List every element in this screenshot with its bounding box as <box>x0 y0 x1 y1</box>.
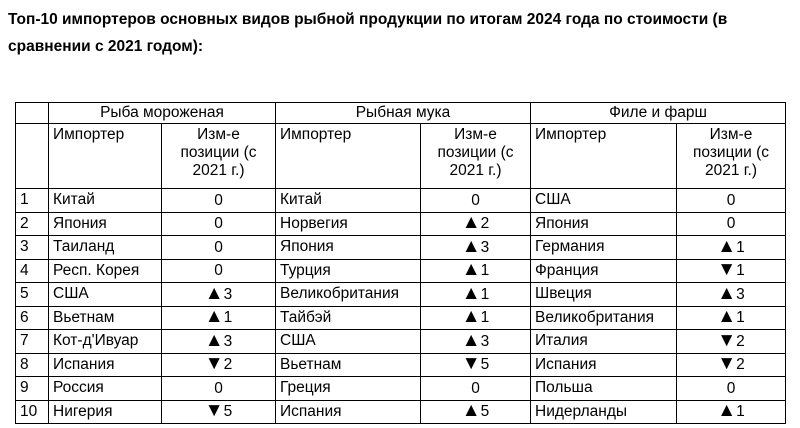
col-importer-header: Импортер <box>49 124 162 189</box>
table-row <box>16 189 786 213</box>
col-importer-header: Импортер <box>276 124 421 189</box>
importer-cell: Япония <box>531 212 677 236</box>
up-arrow-icon: ▲ <box>204 306 224 328</box>
importer-cell: Респ. Корея <box>49 259 162 283</box>
change-cell <box>677 353 786 377</box>
table-row <box>16 259 786 283</box>
down-arrow-icon: ▼ <box>717 353 737 375</box>
table-row <box>16 283 786 307</box>
rank-cell: 7 <box>16 330 49 354</box>
change-value: 1 <box>736 238 745 256</box>
importer-cell: США <box>276 330 421 354</box>
up-arrow-icon: ▲ <box>461 400 481 422</box>
change-cell <box>677 283 786 307</box>
column-header-row <box>16 124 786 189</box>
change-value: 0 <box>726 379 736 397</box>
change-cell <box>162 377 276 401</box>
change-value: 0 <box>726 215 736 233</box>
table-row <box>16 353 786 377</box>
change-cell <box>677 306 786 330</box>
up-arrow-icon: ▲ <box>204 329 224 351</box>
importer-cell: Великобритания <box>531 306 677 330</box>
rank-cell: 3 <box>16 236 49 260</box>
importer-cell: Турция <box>276 259 421 283</box>
down-arrow-icon: ▼ <box>717 329 737 351</box>
change-cell <box>421 259 531 283</box>
change-value: 1 <box>736 262 745 280</box>
importer-cell: Греция <box>276 377 421 401</box>
importer-cell: Китай <box>276 189 421 213</box>
change-value: 0 <box>214 215 223 233</box>
page-title: Топ-10 импортеров основных видов рыбной продукции по итогам 2024 года по стоимости (в сравнении с 2021 годом): <box>8 11 728 55</box>
importer-cell: Испания <box>49 353 162 377</box>
up-arrow-icon: ▲ <box>717 306 737 328</box>
change-cell <box>421 377 531 401</box>
change-value: 1 <box>480 309 490 327</box>
importer-cell: Испания <box>276 400 421 424</box>
change-cell <box>677 377 786 401</box>
up-arrow-icon: ▲ <box>461 329 481 351</box>
up-arrow-icon: ▲ <box>461 306 481 328</box>
corner-cell <box>16 103 49 124</box>
table-row <box>16 330 786 354</box>
rank-cell: 9 <box>16 377 49 401</box>
importer-cell: Вьетнам <box>276 353 421 377</box>
importer-cell: Таиланд <box>49 236 162 260</box>
importer-cell: Польша <box>531 377 677 401</box>
rank-cell: 2 <box>16 212 49 236</box>
change-value: 3 <box>480 238 490 256</box>
change-cell <box>162 400 276 424</box>
table-row <box>16 212 786 236</box>
change-cell <box>162 283 276 307</box>
down-arrow-icon: ▼ <box>204 353 224 375</box>
change-value: 2 <box>480 215 490 233</box>
change-value: 0 <box>214 379 223 397</box>
change-value: 1 <box>736 403 745 421</box>
table-row <box>16 400 786 424</box>
importer-cell: Германия <box>531 236 677 260</box>
change-cell <box>677 212 786 236</box>
change-cell <box>421 400 531 424</box>
change-cell <box>162 330 276 354</box>
group-header-row <box>16 103 786 124</box>
change-value: 3 <box>223 285 233 303</box>
change-cell <box>162 236 276 260</box>
importer-cell: Франция <box>531 259 677 283</box>
table-row <box>16 306 786 330</box>
change-cell <box>162 212 276 236</box>
up-arrow-icon: ▲ <box>717 282 737 304</box>
change-value: 0 <box>214 238 223 256</box>
importer-cell: Нигерия <box>49 400 162 424</box>
change-value: 0 <box>214 191 223 209</box>
importer-cell: Япония <box>49 212 162 236</box>
down-arrow-icon: ▼ <box>204 400 224 422</box>
change-cell <box>421 189 531 213</box>
down-arrow-icon: ▼ <box>461 353 481 375</box>
change-cell <box>677 330 786 354</box>
change-value: 2 <box>736 356 745 374</box>
up-arrow-icon: ▲ <box>204 282 224 304</box>
change-cell <box>421 236 531 260</box>
col-change-header: Изм-е позиции (с 2021 г.) <box>677 124 786 189</box>
change-value: 0 <box>471 379 480 397</box>
importer-cell: Нидерланды <box>531 400 677 424</box>
importer-cell: США <box>49 283 162 307</box>
col-change-header: Изм-е позиции (с 2021 г.) <box>162 124 276 189</box>
importer-cell: Япония <box>276 236 421 260</box>
rank-cell: 8 <box>16 353 49 377</box>
change-cell <box>421 353 531 377</box>
change-value: 0 <box>471 191 480 209</box>
down-arrow-icon: ▼ <box>717 259 737 281</box>
importer-cell: Италия <box>531 330 677 354</box>
importers-table <box>15 102 786 424</box>
change-value: 5 <box>223 403 233 421</box>
change-value: 1 <box>223 309 233 327</box>
change-value: 1 <box>480 285 490 303</box>
change-cell <box>162 353 276 377</box>
group-header-fillet-mince: Филе и фарш <box>531 103 786 124</box>
importer-cell: Швеция <box>531 283 677 307</box>
change-cell <box>677 236 786 260</box>
change-value: 0 <box>726 191 736 209</box>
group-header-fish-meal: Рыбная мука <box>276 103 531 124</box>
rank-cell: 4 <box>16 259 49 283</box>
up-arrow-icon: ▲ <box>717 400 737 422</box>
up-arrow-icon: ▲ <box>461 259 481 281</box>
up-arrow-icon: ▲ <box>461 212 481 234</box>
change-cell <box>421 306 531 330</box>
importer-cell: Вьетнам <box>49 306 162 330</box>
importer-cell: Тайбэй <box>276 306 421 330</box>
change-cell <box>421 330 531 354</box>
change-cell <box>677 400 786 424</box>
importer-cell: Россия <box>49 377 162 401</box>
importer-cell: США <box>531 189 677 213</box>
up-arrow-icon: ▲ <box>717 235 737 257</box>
change-value: 2 <box>736 332 745 350</box>
change-value: 2 <box>223 356 233 374</box>
change-cell <box>677 189 786 213</box>
corner-cell-2 <box>16 124 49 189</box>
rank-cell: 10 <box>16 400 49 424</box>
change-value: 5 <box>480 356 490 374</box>
up-arrow-icon: ▲ <box>461 282 481 304</box>
group-header-frozen-fish: Рыба мороженая <box>49 103 276 124</box>
table-body <box>16 103 786 424</box>
change-value: 3 <box>223 332 233 350</box>
importer-cell: Испания <box>531 353 677 377</box>
up-arrow-icon: ▲ <box>461 235 481 257</box>
change-value: 3 <box>736 285 745 303</box>
change-value: 1 <box>480 262 490 280</box>
change-value: 1 <box>736 309 745 327</box>
rank-cell: 5 <box>16 283 49 307</box>
table-row <box>16 377 786 401</box>
change-cell <box>421 212 531 236</box>
change-value: 0 <box>214 262 223 280</box>
importer-cell: Великобритания <box>276 283 421 307</box>
change-cell <box>162 306 276 330</box>
importer-cell: Норвегия <box>276 212 421 236</box>
rank-cell: 6 <box>16 306 49 330</box>
change-cell <box>677 259 786 283</box>
change-value: 3 <box>480 332 490 350</box>
table-row <box>16 236 786 260</box>
col-change-header: Изм-е позиции (с 2021 г.) <box>421 124 531 189</box>
col-importer-header: Импортер <box>531 124 677 189</box>
change-cell <box>162 189 276 213</box>
change-value: 5 <box>480 403 490 421</box>
importer-cell: Кот-д'Ивуар <box>49 330 162 354</box>
change-cell <box>162 259 276 283</box>
rank-cell: 1 <box>16 189 49 213</box>
importer-cell: Китай <box>49 189 162 213</box>
change-cell <box>421 283 531 307</box>
